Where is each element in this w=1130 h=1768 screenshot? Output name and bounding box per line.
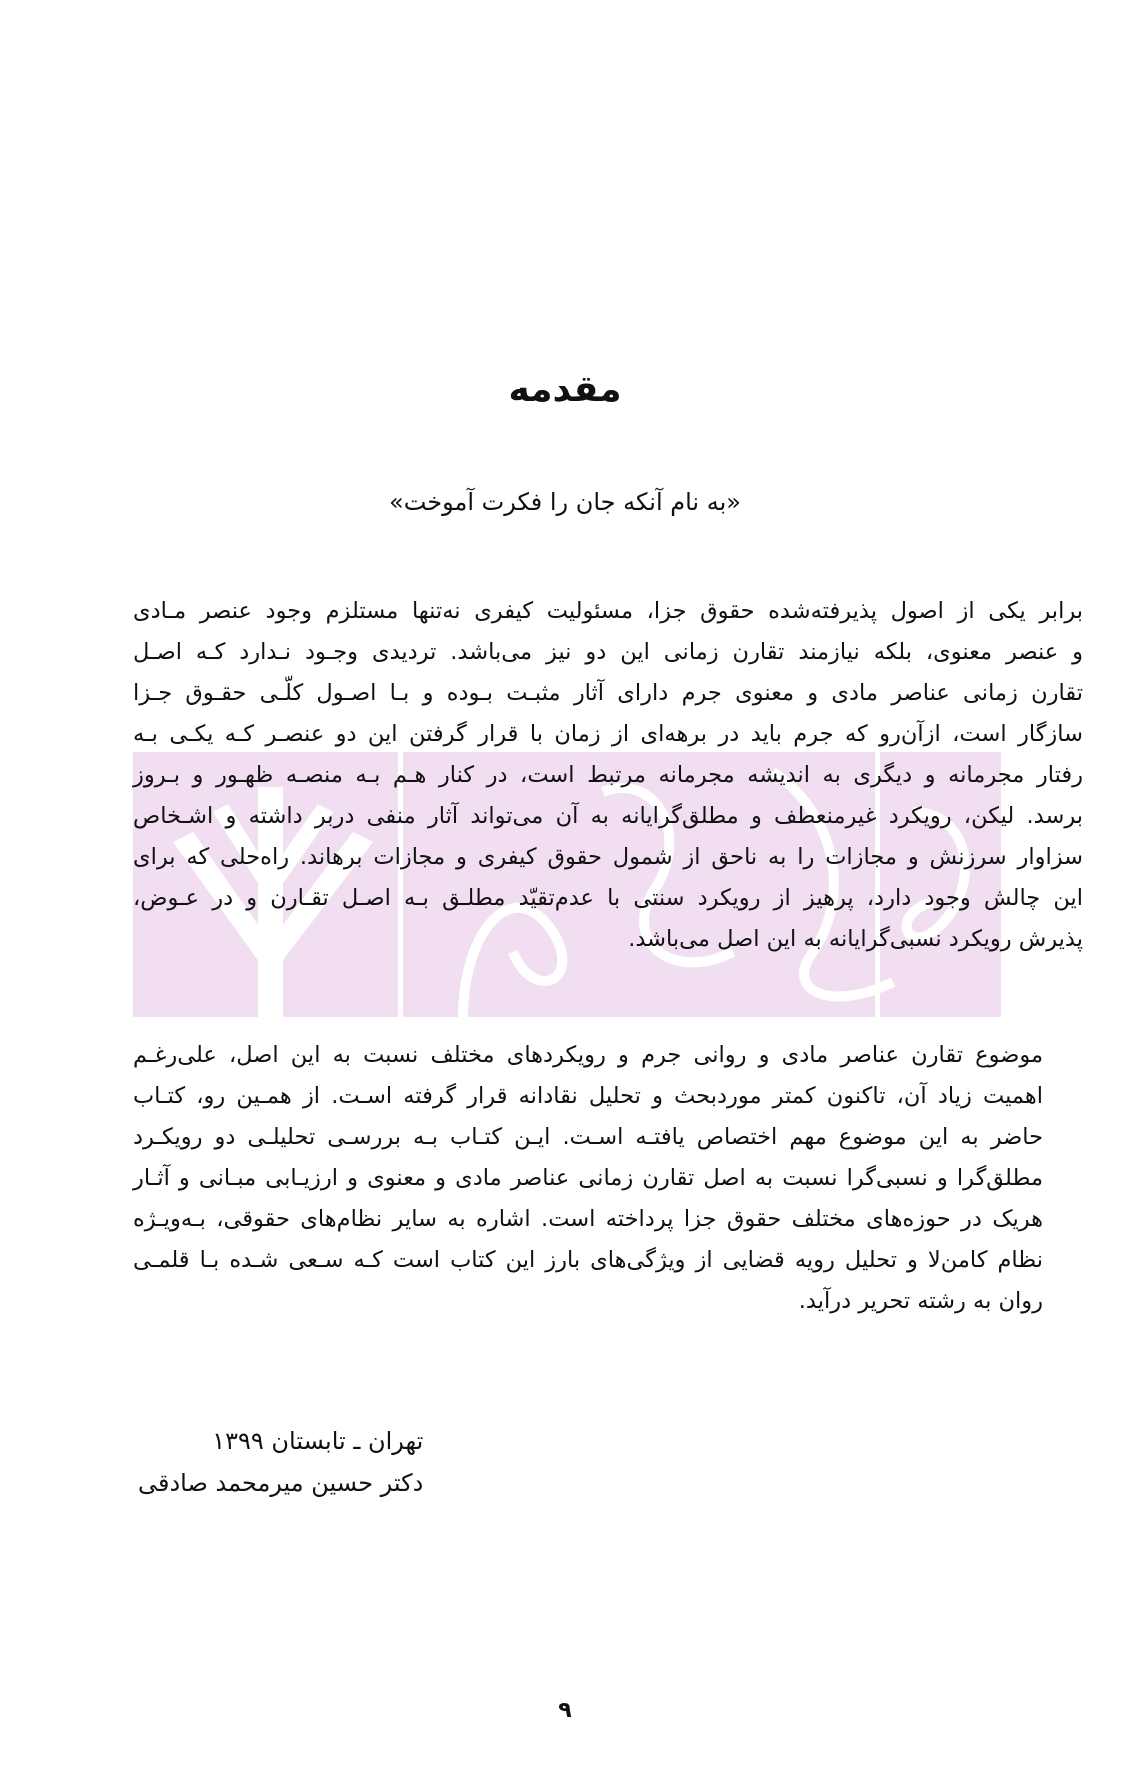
text-line: موضوع تقارن عناصر مادی و روانی جرم و رویکردهای مختلف نسبت به این اصل، علی‌رغـم — [133, 1042, 1043, 1068]
text-line: نظام کامن‌لا و تحلیل رویه قضایی از ویژگی‌های بارز این کتاب است کـه سـعی شـده بـا قلمـی — [133, 1247, 1043, 1273]
epigraph: «به نام آنکه جان را فکرت آموخت» — [389, 488, 741, 516]
signature-block — [138, 1420, 423, 1504]
page-number: ۹ — [558, 1698, 572, 1723]
text-line: برسد. لیکن، رویکرد غیرمنعطف و مطلق‌گرایانه به آن می‌تواند آثار منفی دربر داشته و اشـخاص — [133, 803, 1083, 829]
text-line: هریک در حوزه‌های مختلف حقوق جزا پرداخته است. اشاره به سایر نظام‌های حقوقی، بـه‌ویـژه — [133, 1206, 1043, 1232]
text-line: رفتار مجرمانه و دیگری به اندیشه مجرمانه مرتبط است، در کنار هـم بـه منصـه ظهـور و بـروز — [133, 762, 1083, 788]
text-line: روان به رشته تحریر درآید. — [798, 1288, 1043, 1314]
text-line: پذیرش رویکرد نسبی‌گرایانه به این اصل می‌باشد. — [628, 926, 1083, 952]
text-line: تقارن زمانی عناصر مادی و معنوی جرم دارای آثار مثبـت بـوده و بـا اصـول کلّـی حقـوق جـزا — [133, 680, 1083, 706]
text-line: حاضر به این موضوع مهم اختصاص یافتـه اسـت. ایـن کتـاب بـه بررسـی تحلیلـی دو رویکـرد — [133, 1124, 1043, 1150]
place-date: تهران ـ تابستان ۱۳۹۹ — [212, 1427, 424, 1455]
page-title: مقدمه — [508, 369, 622, 410]
text-line: برابر یکی از اصول پذیرفته‌شده حقوق جزا، مسئولیت کیفری نه‌تنها مستلزم وجود عنصر مـادی — [133, 598, 1083, 624]
text-line: سازگار است، ازآن‌رو که جرم باید در برهه‌ای از زمان با قرار گرفتن این دو عنصـر کـه یکـی بـه — [133, 721, 1083, 747]
text-line: اهمیت زیاد آن، تاکنون کمتر موردبحث و تحلیل نقادانه قرار گرفته اسـت. از همـین رو، کتـاب — [133, 1083, 1043, 1109]
author-name: دکتر حسین میرمحمد صادقی — [138, 1469, 424, 1497]
paragraph-2 — [133, 1035, 1083, 1322]
text-line: این چالش وجود دارد، پرهیز از رویکرد سنتی با عدم‌تقیّد مطلـق بـه اصـل تقـارن و در عـوض، — [133, 885, 1083, 911]
text-line: و عنصر معنوی، بلکه نیازمند تقارن زمانی این دو نیز می‌باشد. تردیدی وجـود نـدارد کـه اصـل — [133, 639, 1083, 665]
text-line: سزاوار سرزنش و مجازات را به ناحق از شمول حقوق کیفری و مجازات برهاند. راه‌حلی که برای — [133, 844, 1083, 870]
paragraph-1 — [133, 591, 1083, 960]
text-line: مطلق‌گرا و نسبی‌گرا نسبت به اصل تقارن زمانی عناصر مادی و معنوی و ارزیـابی مبـانی و آثـار — [133, 1165, 1043, 1191]
